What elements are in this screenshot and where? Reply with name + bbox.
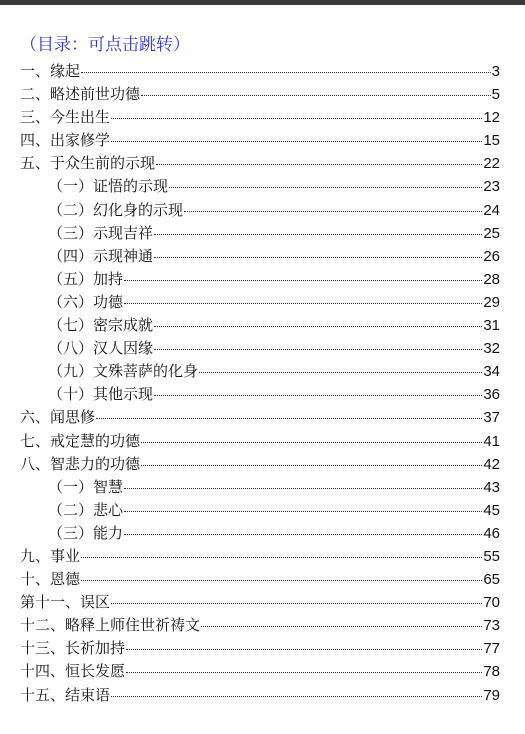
toc-page-number: 34	[483, 363, 500, 381]
dot-leader	[156, 164, 482, 165]
dot-leader	[184, 211, 482, 212]
toc-list-item	[20, 568, 500, 591]
toc-list-item	[20, 453, 500, 476]
toc-entry-title: （八）汉人因缘	[48, 339, 154, 358]
toc-list-item	[20, 476, 500, 499]
dot-leader	[154, 349, 482, 350]
toc-entry-link[interactable]	[20, 129, 500, 152]
top-edge-bar	[0, 0, 525, 5]
toc-entry-title: 四、出家修学	[20, 131, 111, 150]
toc-entry-link[interactable]	[20, 522, 500, 545]
toc-list-item	[20, 614, 500, 637]
toc-list-item	[20, 660, 500, 683]
toc-entry-link[interactable]	[20, 245, 500, 268]
toc-list-item	[20, 268, 500, 291]
toc-page-number: 15	[483, 132, 500, 150]
dot-leader	[111, 603, 482, 604]
toc-page-number: 23	[483, 178, 500, 196]
toc-page-number: 26	[483, 247, 500, 265]
toc-entry-title: 五、于众生前的示现	[20, 154, 156, 173]
toc-list-item	[20, 222, 500, 245]
toc-entry-title: 九、事业	[20, 546, 81, 565]
toc-entry-title: （九）文殊菩萨的化身	[48, 362, 199, 381]
toc-list-item	[20, 360, 500, 383]
toc-entry-link[interactable]	[20, 360, 500, 383]
toc-page-number: 3	[491, 63, 500, 80]
toc-page-number: 77	[483, 640, 500, 658]
toc-list-item	[20, 175, 500, 198]
toc-entry-title: 第十一、误区	[20, 593, 111, 612]
toc-entry-title: 十五、结束语	[20, 685, 111, 704]
toc-entry-link[interactable]	[20, 291, 500, 314]
toc-page-number: 31	[483, 317, 500, 335]
toc-page-number: 42	[483, 455, 500, 473]
toc-list-item	[20, 314, 500, 337]
toc-list-item	[20, 199, 500, 222]
toc-entry-link[interactable]	[20, 199, 500, 222]
toc-entry-link[interactable]	[20, 568, 500, 591]
toc-list-item	[20, 406, 500, 429]
toc-entry-link[interactable]	[20, 337, 500, 360]
toc-entry-title: （七）密宗成就	[48, 316, 154, 335]
toc-page-number: 25	[483, 224, 500, 242]
toc-list-item	[20, 383, 500, 406]
dot-leader	[199, 372, 482, 373]
toc-entry-link[interactable]	[20, 60, 500, 83]
toc-entry-link[interactable]	[20, 152, 500, 175]
dot-leader	[111, 141, 482, 142]
toc-entry-title: 八、智悲力的功德	[20, 454, 141, 473]
toc-list-item	[20, 60, 500, 83]
toc-entry-title: （二）幻化身的示现	[48, 200, 184, 219]
toc-page-number: 46	[483, 524, 500, 542]
dot-leader	[124, 303, 482, 304]
toc-page-number: 29	[483, 293, 500, 311]
toc-list-item	[20, 522, 500, 545]
toc-entry-link[interactable]	[20, 406, 500, 429]
dot-leader	[154, 257, 482, 258]
toc-entry-title: 十四、恒长发愿	[20, 662, 126, 681]
toc-entry-link[interactable]	[20, 637, 500, 660]
toc-entry-title: 三、今生出生	[20, 108, 111, 127]
toc-entry-link[interactable]	[20, 430, 500, 453]
toc-entry-link[interactable]	[20, 83, 500, 106]
toc-entry-link[interactable]	[20, 383, 500, 406]
toc-page-number: 78	[483, 663, 500, 681]
dot-leader	[154, 326, 482, 327]
toc-page-number: 41	[483, 432, 500, 450]
toc-page-number: 70	[483, 594, 500, 612]
toc-list-item	[20, 591, 500, 614]
toc-list-item	[20, 684, 500, 707]
toc-entry-title: （五）加持	[48, 269, 124, 288]
dot-leader	[154, 234, 482, 235]
toc-list-item	[20, 430, 500, 453]
toc-entry-title: （六）功德	[48, 292, 124, 311]
dot-leader	[96, 418, 482, 419]
dot-leader	[141, 95, 491, 96]
toc-entry-link[interactable]	[20, 591, 500, 614]
toc-page-number: 79	[483, 686, 500, 704]
toc-entry-title: 十三、长祈加持	[20, 639, 126, 658]
dot-leader	[141, 442, 482, 443]
dot-leader	[154, 395, 482, 396]
toc-page-number: 55	[483, 547, 500, 565]
dot-leader	[111, 118, 482, 119]
toc-entry-title: （一）智慧	[48, 477, 124, 496]
toc-entry-title: 七、戒定慧的功德	[20, 431, 141, 450]
toc-page-number: 36	[483, 386, 500, 404]
toc-page-number: 28	[483, 270, 500, 288]
toc-entry-link[interactable]	[20, 314, 500, 337]
table-of-contents	[20, 60, 500, 707]
toc-page-number: 43	[483, 478, 500, 496]
toc-entry-title: （十）其他示现	[48, 385, 154, 404]
toc-list-item	[20, 129, 500, 152]
toc-page-number: 22	[483, 155, 500, 173]
toc-list-item	[20, 83, 500, 106]
dot-leader	[124, 488, 482, 489]
toc-list-item	[20, 637, 500, 660]
toc-page-number: 45	[483, 501, 500, 519]
toc-entry-title: （一）证悟的示现	[48, 177, 169, 196]
toc-entry-link[interactable]	[20, 660, 500, 683]
toc-entry-title: （二）悲心	[48, 500, 124, 519]
toc-entry-link[interactable]	[20, 684, 500, 707]
dot-leader	[124, 511, 482, 512]
dot-leader	[81, 72, 491, 73]
dot-leader	[111, 696, 482, 697]
toc-list-item	[20, 106, 500, 129]
toc-list-item	[20, 545, 500, 568]
dot-leader	[141, 465, 482, 466]
toc-page-number: 73	[483, 617, 500, 635]
toc-entry-title: （三）能力	[48, 523, 124, 542]
toc-page-number: 5	[491, 86, 500, 104]
toc-entry-link[interactable]	[20, 453, 500, 476]
toc-page-number: 12	[483, 109, 500, 127]
dot-leader	[169, 187, 482, 188]
toc-heading: （目录：可点击跳转）	[20, 35, 190, 55]
toc-entry-title: （四）示现神通	[48, 246, 154, 265]
toc-page-number: 37	[483, 409, 500, 427]
toc-entry-link[interactable]	[20, 106, 500, 129]
dot-leader	[81, 580, 482, 581]
toc-entry-link[interactable]	[20, 175, 500, 198]
toc-entry-link[interactable]	[20, 545, 500, 568]
dot-leader	[126, 649, 482, 650]
toc-page-number: 65	[483, 571, 500, 589]
toc-entry-link[interactable]	[20, 499, 500, 522]
toc-entry-title: 十、恩德	[20, 570, 81, 589]
toc-list-item	[20, 499, 500, 522]
toc-entry-title: 十二、略释上师住世祈祷文	[20, 616, 201, 635]
toc-entry-link[interactable]	[20, 268, 500, 291]
toc-entry-link[interactable]	[20, 222, 500, 245]
toc-entry-title: 六、闻思修	[20, 408, 96, 427]
toc-entry-link[interactable]	[20, 476, 500, 499]
toc-page-number: 24	[483, 201, 500, 219]
toc-entry-title: （三）示现吉祥	[48, 223, 154, 242]
toc-list-item	[20, 291, 500, 314]
dot-leader	[124, 534, 482, 535]
toc-entry-title: 二、略述前世功德	[20, 85, 141, 104]
toc-list-item	[20, 337, 500, 360]
dot-leader	[124, 280, 482, 281]
dot-leader	[81, 557, 482, 558]
toc-list-item	[20, 245, 500, 268]
toc-entry-link[interactable]	[20, 614, 500, 637]
toc-page-number: 32	[483, 340, 500, 358]
toc-list-item	[20, 152, 500, 175]
dot-leader	[201, 626, 482, 627]
toc-entry-title: 一、缘起	[20, 62, 81, 80]
dot-leader	[126, 672, 482, 673]
